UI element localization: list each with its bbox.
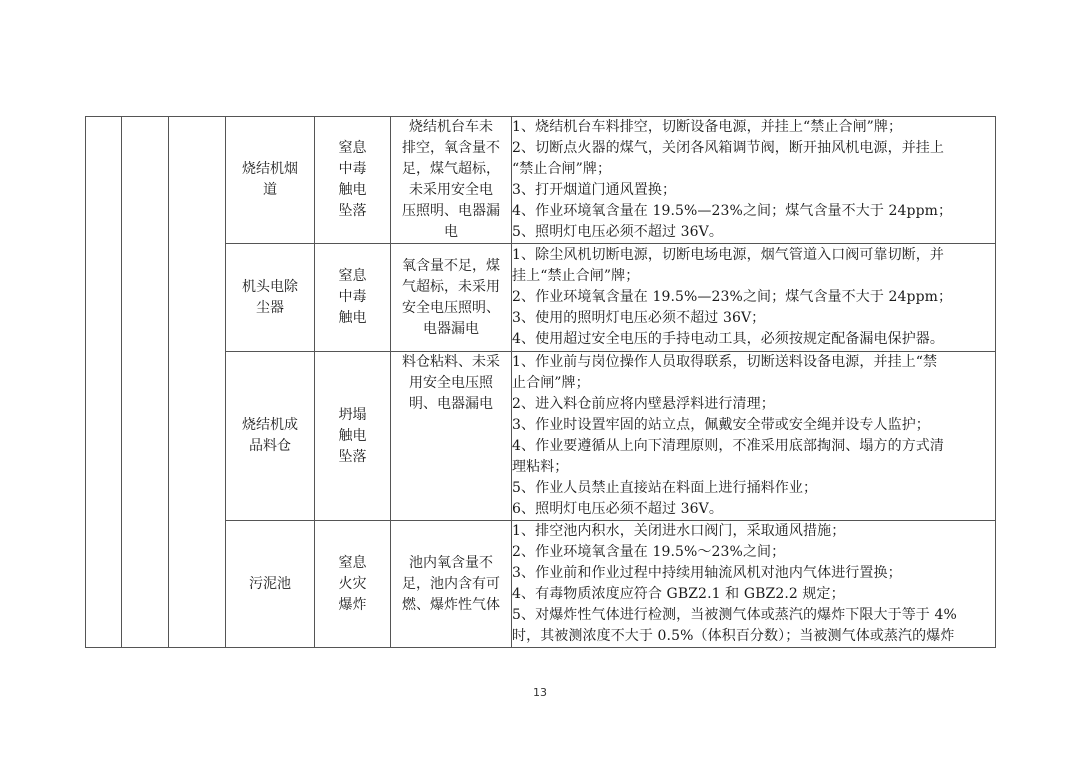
- cause-text: 池内氧含量不: [409, 554, 493, 571]
- measure-line: 5、照明灯电压必须不超过 36V。: [512, 224, 723, 240]
- measures-cell: [512, 352, 996, 521]
- hazard-type: 火灾: [338, 575, 367, 592]
- cause-text: 排空，氧含量不: [402, 140, 500, 156]
- cause-text: 压照明、电器漏: [402, 203, 500, 219]
- table-row: [86, 117, 996, 244]
- cause-text: 燃、爆炸性气体: [402, 596, 500, 613]
- place-text: 道: [263, 182, 277, 198]
- place-cell: [226, 521, 315, 648]
- place-cell: [226, 352, 315, 521]
- measure-line: 3、作业时设置牢固的站立点，佩戴安全带或安全绳并设专人监护；: [512, 417, 930, 433]
- hazard-type: 窒息: [338, 554, 367, 571]
- hazard-type: 中毒: [338, 161, 367, 177]
- table-body: [86, 117, 996, 648]
- measure-line: 挂上“禁止合闸”牌；: [512, 268, 640, 284]
- cause-text: 足，池内含有可: [402, 575, 500, 592]
- hazard-type: 触电: [338, 182, 367, 198]
- hazard-type: 窒息: [338, 140, 367, 156]
- measure-line: 1、排空池内积水，关闭进水口阀门，采取通风措施；: [512, 523, 846, 539]
- cause-text: 电器漏电: [423, 320, 479, 337]
- empty-cell: [169, 117, 226, 648]
- hazard-cell: [315, 117, 391, 244]
- cause-cell: [391, 117, 512, 244]
- place-text: 机头电除: [242, 278, 298, 295]
- measure-line: 2、进入料仓前应将内壁悬浮料进行清理；: [512, 396, 775, 412]
- empty-cell: [86, 117, 122, 648]
- measure-line: 6、照明灯电压必须不超过 36V。: [512, 501, 723, 517]
- place-text: 污泥池: [249, 575, 291, 592]
- hazard-type: 中毒: [338, 289, 367, 305]
- hazard-type: 坍塌: [338, 406, 367, 423]
- cause-cell: [391, 244, 512, 352]
- hazard-type: 触电: [338, 310, 367, 326]
- cause-cell: [391, 352, 512, 521]
- cause-text: 用安全电压照: [409, 375, 493, 391]
- cause-text: 安全电压照明、: [402, 299, 500, 316]
- hazard-type: 爆炸: [338, 596, 367, 613]
- place-text: 烧结机烟: [242, 161, 298, 177]
- place-cell: [226, 117, 315, 244]
- measure-line: 3、作业前和作业过程中持续用轴流风机对池内气体进行置换；: [512, 565, 902, 581]
- hazard-table: [85, 116, 996, 648]
- measure-line: 1、除尘风机切断电源，切断电场电源，烟气管道入口阀可靠切断，并: [512, 247, 945, 263]
- measure-line: “禁止合闸”牌；: [512, 161, 612, 177]
- measure-line: 3、使用的照明灯电压必须不超过 36V；: [512, 310, 766, 326]
- empty-cell: [122, 117, 169, 648]
- measure-line: 4、使用超过安全电压的手持电动工具，必须按规定配备漏电保护器。: [512, 331, 945, 347]
- measure-line: 2、切断点火器的煤气，关闭各风箱调节阀，断开抽风机电源，并挂上: [512, 140, 945, 156]
- place-cell: [226, 244, 315, 352]
- measure-line: 4、作业环境氧含量在 19.5%—23%之间；煤气含量不大于 24ppm；: [512, 203, 953, 219]
- measures-cell: [512, 521, 996, 648]
- measure-line: 理粘料；: [512, 459, 569, 475]
- measures-cell: [512, 244, 996, 352]
- hazard-type: 窒息: [338, 268, 367, 284]
- measure-line: 5、作业人员禁止直接站在料面上进行捅料作业；: [512, 480, 818, 496]
- cause-text: 料仓粘料、未采: [402, 354, 500, 370]
- measure-line: 3、打开烟道门通风置换；: [512, 182, 677, 198]
- place-text: 尘器: [256, 299, 284, 316]
- measure-line: 1、作业前与岗位操作人员取得联系，切断送料设备电源，并挂上“禁: [512, 354, 938, 370]
- place-text: 品料仓: [249, 438, 291, 454]
- cause-text: 烧结机台车未: [409, 119, 493, 135]
- place-text: 烧结机成: [242, 417, 298, 433]
- hazard-cell: [315, 521, 391, 648]
- measure-line: 4、有毒物质浓度应符合 GBZ2.1 和 GBZ2.2 规定；: [512, 586, 845, 602]
- hazard-type: 坠落: [338, 448, 367, 465]
- measure-line: 1、烧结机台车料排空，切断设备电源，并挂上“禁止合闸”牌；: [512, 119, 903, 135]
- measure-line: 止合闸”牌；: [512, 375, 590, 391]
- measures-cell: [512, 117, 996, 244]
- cause-text: 气超标，未采用: [402, 278, 500, 295]
- page-number: 13: [533, 686, 547, 699]
- hazard-cell: [315, 244, 391, 352]
- measure-line: 时，其被测浓度不大于 0.5%（体积百分数）；当被测气体或蒸汽的爆炸: [512, 628, 955, 644]
- hazard-type: 触电: [338, 427, 367, 444]
- cause-text: 明、电器漏电: [409, 396, 493, 412]
- measure-line: 4、作业要遵循从上向下清理原则，不准采用底部掏洞、塌方的方式清: [512, 438, 945, 454]
- measure-line: 2、作业环境氧含量在 19.5%～23%之间；: [512, 544, 786, 560]
- cause-text: 电: [444, 224, 458, 240]
- measure-line: 5、对爆炸性气体进行检测，当被测气体或蒸汽的爆炸下限大于等于 4%: [512, 607, 957, 623]
- hazard-type: 坠落: [338, 203, 367, 219]
- cause-text: 氧含量不足，煤: [402, 257, 500, 274]
- measure-line: 2、作业环境氧含量在 19.5%—23%之间；煤气含量不大于 24ppm；: [512, 289, 953, 305]
- hazard-cell: [315, 352, 391, 521]
- cause-cell: [391, 521, 512, 648]
- cause-text: 未采用安全电: [409, 182, 493, 198]
- cause-text: 足，煤气超标，: [402, 161, 500, 177]
